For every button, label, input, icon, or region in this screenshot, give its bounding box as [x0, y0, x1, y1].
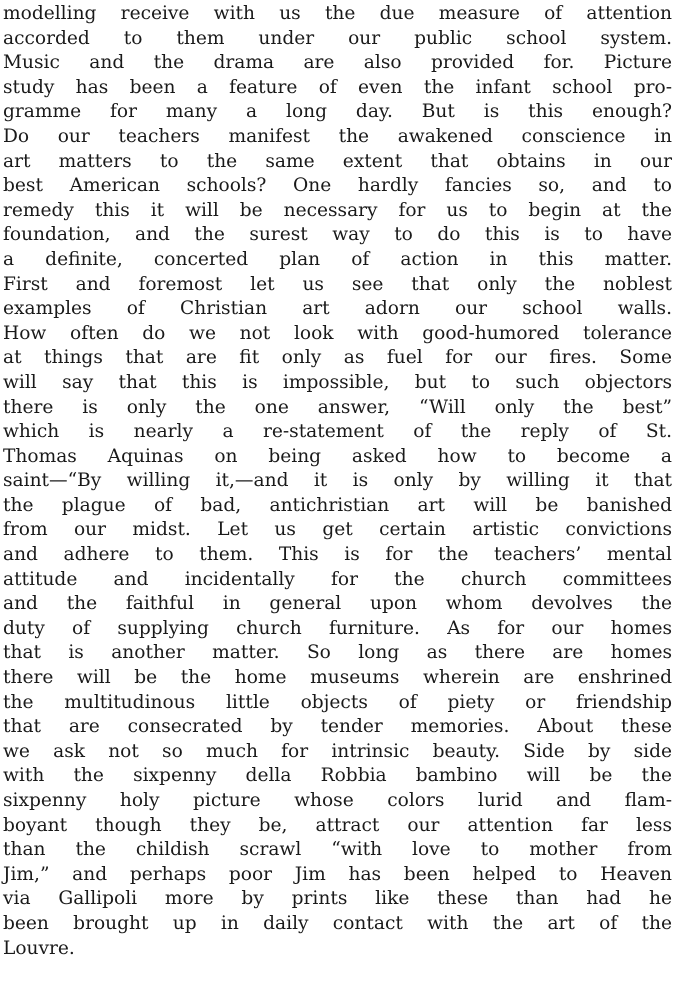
text-line: study has been a feature of even the infant school pro- — [3, 76, 672, 98]
text-line: there will be the home museums wherein are enshrined — [3, 667, 672, 689]
text-line: from our midst. Let us get certain artistic convictions — [3, 519, 672, 541]
text-line: accorded to them under our public school system. — [3, 27, 672, 49]
text-line: at things that are fit only as fuel for our fires. Some — [3, 347, 672, 369]
text-line: First and foremost let us see that only the noblest — [3, 273, 672, 295]
text-line: and adhere to them. This is for the teachers’ mental — [3, 544, 672, 566]
text-line: the multitudinous little objects of piety or friendship — [3, 691, 672, 713]
text-line: attitude and incidentally for the church committees — [3, 568, 672, 590]
text-line: Music and the drama are also provided for. Picture — [3, 52, 672, 74]
text-line: a definite, concerted plan of action in this matter. — [3, 248, 672, 270]
text-line: the plague of bad, antichristian art will be banished — [3, 494, 672, 516]
text-line: that is another matter. So long as there are homes — [3, 642, 672, 664]
text-line: modelling receive with us the due measure of attention — [3, 3, 672, 24]
text-line: examples of Christian art adorn our school walls. — [3, 298, 672, 320]
text-line: Do our teachers manifest the awakened conscience in — [3, 125, 672, 147]
text-line: will say that this is impossible, but to such objectors — [3, 371, 672, 393]
text-line: gramme for many a long day. But is this enough? — [3, 101, 672, 123]
text-line: sixpenny holy picture whose colors lurid and flam- — [3, 790, 672, 811]
text-line: foundation, and the surest way to do this is to have — [3, 224, 672, 246]
text-line: remedy this it will be necessary for us to begin at the — [3, 199, 672, 221]
text-line: and the faithful in general upon whom devolves the — [3, 593, 672, 615]
text-line: art matters to the same extent that obtains in our — [3, 150, 672, 172]
body-text — [3, 2, 672, 961]
text-line: been brought up in daily contact with the art of the — [3, 912, 672, 934]
text-line: than the childish scrawl “with love to mother from — [3, 839, 672, 861]
text-line: we ask not so much for intrinsic beauty. Side by side — [3, 740, 672, 762]
text-line: Louvre. — [3, 937, 75, 959]
text-line: How often do we not look with good-humored tolerance — [3, 322, 672, 344]
text-line: there is only the one answer, “Will only the best” — [3, 396, 672, 418]
text-line: boyant though they be, attract our attention far less — [3, 814, 672, 836]
text-line: saint—“By willing it,—and it is only by willing it that — [3, 470, 672, 492]
text-line: via Gallipoli more by prints like these than had he — [3, 888, 672, 910]
text-line: with the sixpenny della Robbia bambino will be the — [3, 765, 672, 787]
text-line: that are consecrated by tender memories. About these — [3, 716, 672, 738]
text-line: Thomas Aquinas on being asked how to become a — [3, 445, 672, 467]
text-line: which is nearly a re-statement of the reply of St. — [3, 421, 672, 443]
text-line: best American schools? One hardly fancies so, and to — [3, 175, 672, 197]
text-line: duty of supplying church furniture. As for our homes — [3, 617, 672, 639]
text-line: Jim,” and perhaps poor Jim has been helped to Heaven — [3, 863, 672, 885]
